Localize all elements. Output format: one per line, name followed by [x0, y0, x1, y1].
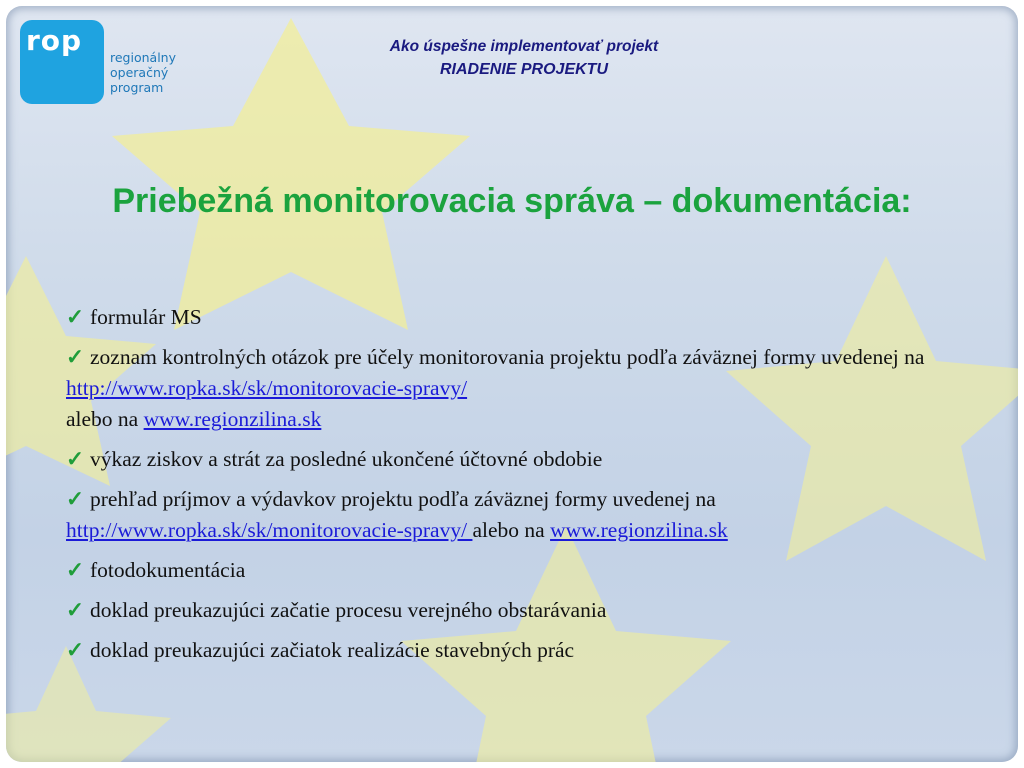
logo-mark: [20, 20, 104, 104]
rop-logo: [20, 20, 210, 108]
checklist-item: [66, 444, 966, 475]
checkmark-icon: ✓: [66, 638, 85, 662]
regionzilina-link[interactable]: www.regionzilina.sk: [550, 518, 728, 542]
checkmark-icon: ✓: [66, 305, 85, 329]
item-text: formulár MS: [90, 305, 202, 329]
checklist: [66, 302, 966, 675]
item-text: prehľad príjmov a výdavkov projektu podľa záväznej formy uvedenej na: [90, 487, 716, 511]
checkmark-icon: ✓: [66, 487, 85, 511]
slide-title: Priebežná monitorovacia správa – dokumentácia:: [112, 182, 912, 220]
logo-name-line: operačný: [110, 65, 169, 80]
checkmark-icon: ✓: [66, 598, 85, 622]
ropka-link[interactable]: http://www.ropka.sk/sk/monitorovacie-spravy/: [66, 376, 468, 400]
logo-name-line: regionálny: [110, 50, 176, 65]
item-text-connector: alebo na: [472, 518, 551, 542]
checklist-item: [66, 302, 966, 333]
ropka-link[interactable]: http://www.ropka.sk/sk/monitorovacie-spravy/: [66, 518, 473, 542]
regionzilina-link[interactable]: www.regionzilina.sk: [143, 407, 322, 431]
item-text: fotodokumentácia: [90, 558, 246, 582]
item-text: zoznam kontrolných otázok pre účely monitorovania projektu podľa záväznej formy uvedenej na: [90, 345, 925, 369]
slide-header: [230, 36, 818, 82]
item-text: výkaz ziskov a strát za posledné ukončené účtovné obdobie: [90, 447, 603, 471]
checkmark-icon: ✓: [66, 345, 85, 369]
header-title: RIADENIE PROJEKTU: [439, 61, 609, 78]
checklist-item: [66, 342, 966, 435]
checklist-item: [66, 595, 966, 626]
checkmark-icon: ✓: [66, 558, 85, 582]
item-text: doklad preukazujúci začatie procesu verejného obstarávania: [90, 598, 607, 622]
checklist-item: [66, 484, 966, 546]
item-text: doklad preukazujúci začiatok realizácie stavebných prác: [90, 638, 575, 662]
header-subtitle: Ako úspešne implementovať projekt: [389, 38, 659, 55]
item-text-connector: alebo na: [66, 407, 144, 431]
checklist-item: [66, 635, 966, 666]
logo-name-line: program: [110, 80, 164, 95]
checkmark-icon: ✓: [66, 447, 85, 471]
logo-mark-text: rop: [26, 24, 83, 57]
logo-name: [110, 50, 176, 95]
checklist-item: [66, 555, 966, 586]
